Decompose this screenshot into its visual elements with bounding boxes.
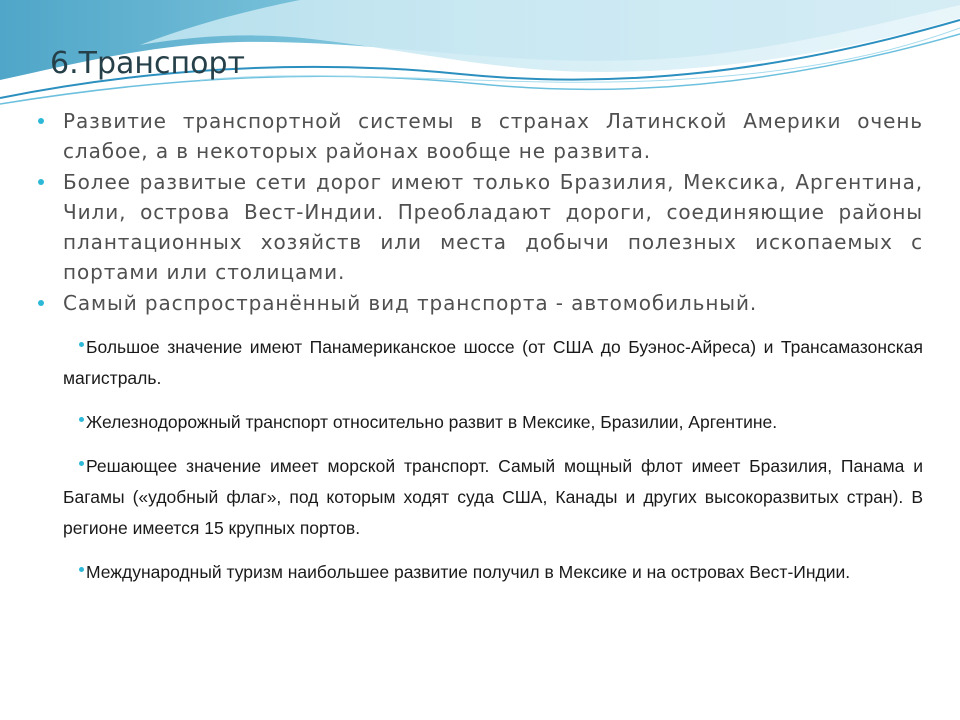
sub-bullet-dot-icon xyxy=(79,567,84,572)
bullet-dot-icon xyxy=(38,300,44,306)
bullet-text: Развитие транспортной системы в странах Латинской Америки очень слабое, а в некоторых районах вообще не развита. xyxy=(63,109,923,163)
sub-bullet-dot-icon xyxy=(79,461,84,466)
sub-bullet-dot-icon xyxy=(79,342,84,347)
bullet-text: Самый распространённый вид транспорта - автомобильный. xyxy=(63,291,758,315)
bullet-dot-icon xyxy=(38,179,44,185)
bullet-road-networks xyxy=(38,167,923,287)
sub-bullet-text: Большое значение имеют Панамериканское шоссе (от США до Буэнос-Айреса) и Трансамазонская магистраль. xyxy=(63,337,923,388)
bullet-automobile xyxy=(38,288,923,318)
slide-content xyxy=(38,106,923,588)
bullet-dot-icon xyxy=(38,118,44,124)
sub-bullet-list xyxy=(38,332,923,588)
sub-bullet-sea-transport xyxy=(63,451,923,544)
sub-bullet-text: Международный туризм наибольшее развитие получил в Мексике и на островах Вест-Индии. xyxy=(86,562,851,582)
bullet-text: Более развитые сети дорог имеют только Бразилия, Мексика, Аргентина, Чили, острова Вест-Индии. Преобладают дороги, соединяющие районы плантационных хозяйств или места добычи полезных ископаемых с портами или столицами. xyxy=(63,170,923,284)
slide-title: 6.Транспорт xyxy=(50,46,245,81)
sub-bullet-railway xyxy=(63,407,923,438)
sub-bullet-tourism xyxy=(63,557,923,588)
sub-bullet-text: Решающее значение имеет морской транспорт. Самый мощный флот имеет Бразилия, Панама и Багамы («удобный флаг», под которым ходят суда США, Канады и других высокоразвитых стран). В регионе имеется 15 крупных портов. xyxy=(63,456,923,538)
sub-bullet-highways xyxy=(63,332,923,394)
sub-bullet-text: Железнодорожный транспорт относительно развит в Мексике, Бразилии, Аргентине. xyxy=(86,412,778,432)
sub-bullet-dot-icon xyxy=(79,417,84,422)
bullet-transport-system xyxy=(38,106,923,166)
